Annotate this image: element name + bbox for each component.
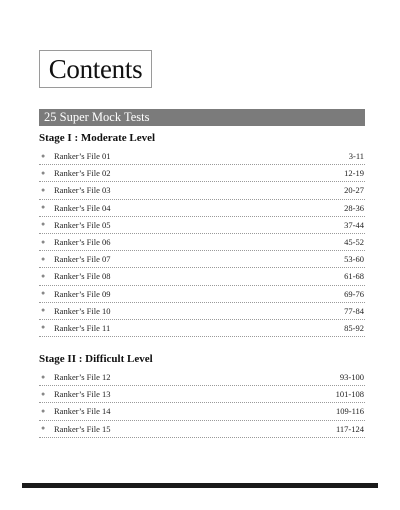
toc-entry-pages: 85-92	[344, 322, 364, 333]
toc-entry[interactable]	[39, 148, 365, 165]
bullet-icon: ●	[41, 168, 46, 177]
toc-entry-pages: 69-76	[344, 288, 364, 299]
toc-entry[interactable]	[39, 421, 365, 438]
bullet-icon: ●	[41, 185, 46, 194]
bullet-icon: ●	[41, 424, 46, 433]
toc-entry[interactable]	[39, 386, 365, 403]
contents-title-box	[39, 50, 152, 88]
toc-entry[interactable]	[39, 403, 365, 420]
toc-entry-pages: 12-19	[344, 168, 364, 179]
toc-entry[interactable]	[39, 286, 365, 303]
toc-entry-pages: 45-52	[344, 237, 364, 248]
toc-entry-pages: 20-27	[344, 185, 364, 196]
toc-entry-label: Ranker’s File 13	[54, 389, 111, 400]
banner-label: 25 Super Mock Tests	[44, 110, 150, 125]
stage-2-heading: Stage II : Difficult Level	[39, 353, 153, 365]
stage-2-section	[39, 352, 365, 438]
toc-entry-pages: 37-44	[344, 219, 364, 230]
toc-entry[interactable]	[39, 217, 365, 234]
toc-entry-label: Ranker’s File 01	[54, 151, 111, 162]
section-banner	[39, 109, 365, 126]
toc-entry[interactable]	[39, 268, 365, 285]
toc-entry-label: Ranker’s File 05	[54, 219, 111, 230]
page-title: Contents	[48, 53, 143, 84]
bullet-icon: ●	[41, 220, 46, 229]
toc-entry-label: Ranker’s File 15	[54, 423, 111, 434]
toc-entry-label: Ranker’s File 14	[54, 406, 111, 417]
bullet-icon: ●	[41, 372, 46, 381]
toc-entry-pages: 93-100	[339, 372, 364, 383]
toc-entry[interactable]	[39, 200, 365, 217]
toc-entry[interactable]	[39, 369, 365, 386]
bullet-icon: ●	[41, 406, 46, 415]
toc-entry[interactable]	[39, 320, 365, 337]
toc-entry-pages: 53-60	[344, 254, 364, 265]
toc-entry-label: Ranker’s File 09	[54, 288, 111, 299]
bullet-icon: ●	[41, 151, 46, 160]
bullet-icon: ●	[41, 389, 46, 398]
toc-entry-label: Ranker’s File 07	[54, 254, 111, 265]
toc-entry-pages: 117-124	[335, 423, 364, 434]
toc-entry-pages: 3-11	[348, 151, 364, 162]
bullet-icon: ●	[41, 203, 46, 212]
bullet-icon: ●	[41, 271, 46, 280]
toc-entry-pages: 61-68	[344, 271, 364, 282]
bullet-icon: ●	[41, 289, 46, 298]
stage-1-list	[39, 148, 365, 337]
toc-entry[interactable]	[39, 182, 365, 199]
toc-entry-pages: 28-36	[344, 202, 364, 213]
toc-entry-label: Ranker’s File 08	[54, 271, 111, 282]
bullet-icon: ●	[41, 323, 46, 332]
toc-entry-pages: 77-84	[344, 305, 364, 316]
toc-entry-label: Ranker’s File 12	[54, 372, 111, 383]
toc-entry[interactable]	[39, 165, 365, 182]
toc-entry[interactable]	[39, 251, 365, 268]
toc-entry-pages: 101-108	[335, 389, 364, 400]
toc-entry[interactable]	[39, 234, 365, 251]
bullet-icon: ●	[41, 254, 46, 263]
toc-entry-label: Ranker’s File 10	[54, 305, 111, 316]
toc-entry-label: Ranker’s File 06	[54, 237, 111, 248]
stage-2-list	[39, 369, 365, 438]
toc-entry-label: Ranker’s File 03	[54, 185, 111, 196]
bullet-icon: ●	[41, 237, 46, 246]
stage-1-heading: Stage I : Moderate Level	[39, 132, 156, 144]
toc-entry-label: Ranker’s File 11	[54, 322, 111, 333]
toc-entry-label: Ranker’s File 02	[54, 168, 111, 179]
stage-1-section	[39, 131, 365, 337]
toc-entry-pages: 109-116	[335, 406, 364, 417]
bullet-icon: ●	[41, 306, 46, 315]
bottom-rule	[22, 483, 378, 488]
toc-entry-label: Ranker’s File 04	[54, 202, 111, 213]
toc-entry[interactable]	[39, 303, 365, 320]
